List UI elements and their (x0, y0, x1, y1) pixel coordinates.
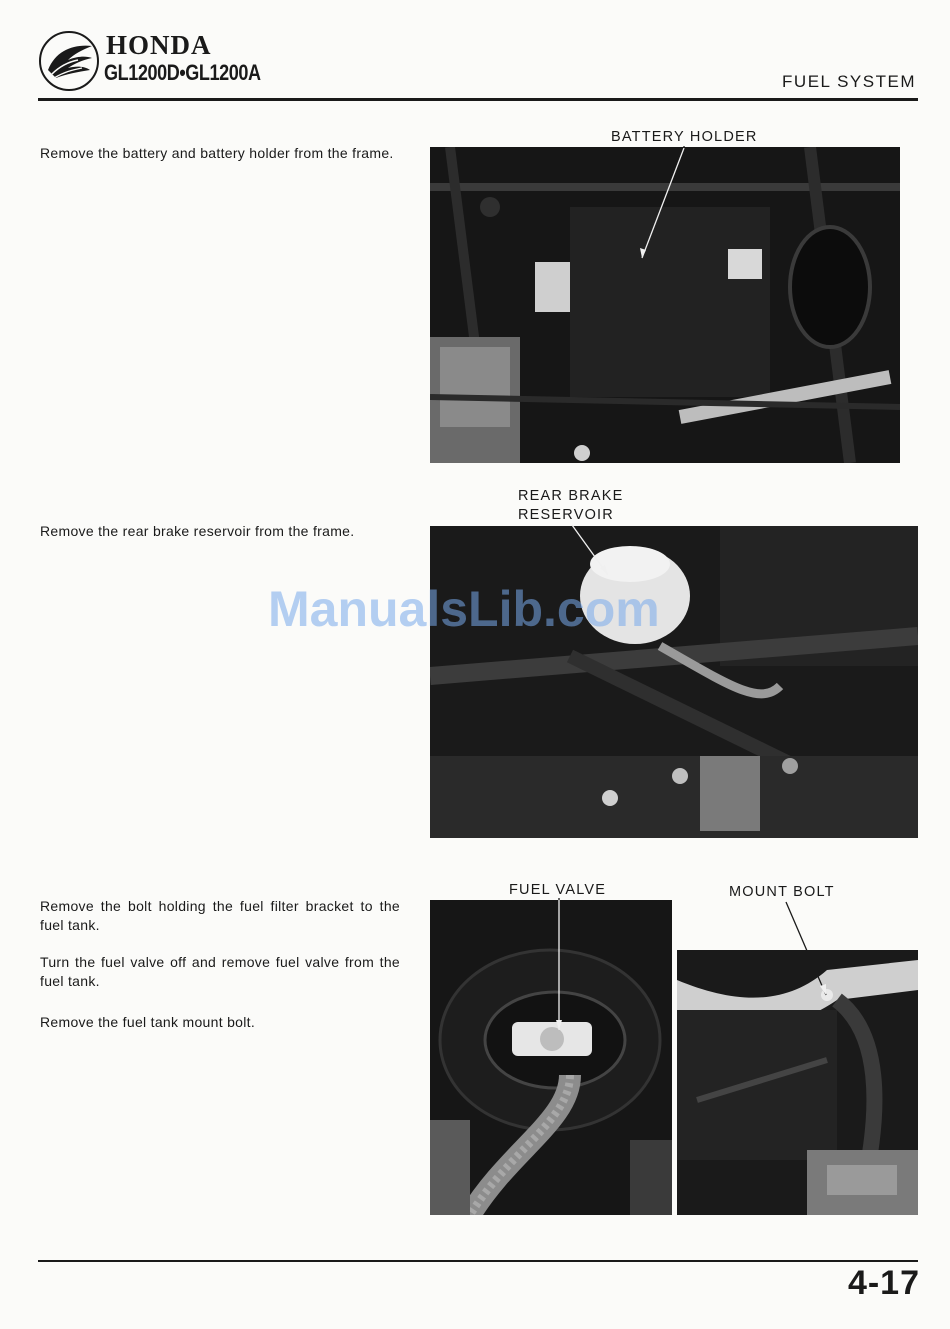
mount-bolt-photo (677, 950, 918, 1215)
watermark: ManualsLib.com (268, 581, 660, 637)
step-remove-fuel-valve: Turn the fuel valve off and remove fuel valve from the fuel tank. (40, 954, 400, 989)
fuel-valve-callout: FUEL VALVE (509, 882, 607, 898)
honda-wing-logo (38, 30, 100, 92)
battery-holder-photo (430, 147, 900, 463)
header-rule (38, 98, 918, 101)
brand-name: HONDA (106, 30, 212, 60)
rear-brake-reservoir-photo (430, 526, 918, 838)
step-remove-filter-bolt: Remove the bolt holding the fuel filter bracket to the fuel tank. (40, 898, 400, 933)
callout-line-1: REAR BRAKE (518, 488, 624, 504)
step-remove-reservoir: Remove the rear brake reservoir from the frame. (40, 523, 355, 539)
section-title: FUEL SYSTEM (782, 72, 916, 91)
battery-holder-callout: BATTERY HOLDER (611, 129, 758, 145)
callout-line-2: RESERVOIR (518, 507, 614, 523)
model-name: GL1200D•GL1200A (104, 60, 261, 85)
step-remove-battery: Remove the battery and battery holder from the frame. (40, 145, 394, 161)
fuel-valve-photo (430, 900, 672, 1215)
step-remove-mount-bolt: Remove the fuel tank mount bolt. (40, 1014, 256, 1030)
rear-brake-reservoir-callout (518, 487, 648, 525)
footer-rule (38, 1260, 918, 1262)
mount-bolt-callout: MOUNT BOLT (729, 884, 835, 900)
page-number: 4-17 (847, 1264, 920, 1302)
